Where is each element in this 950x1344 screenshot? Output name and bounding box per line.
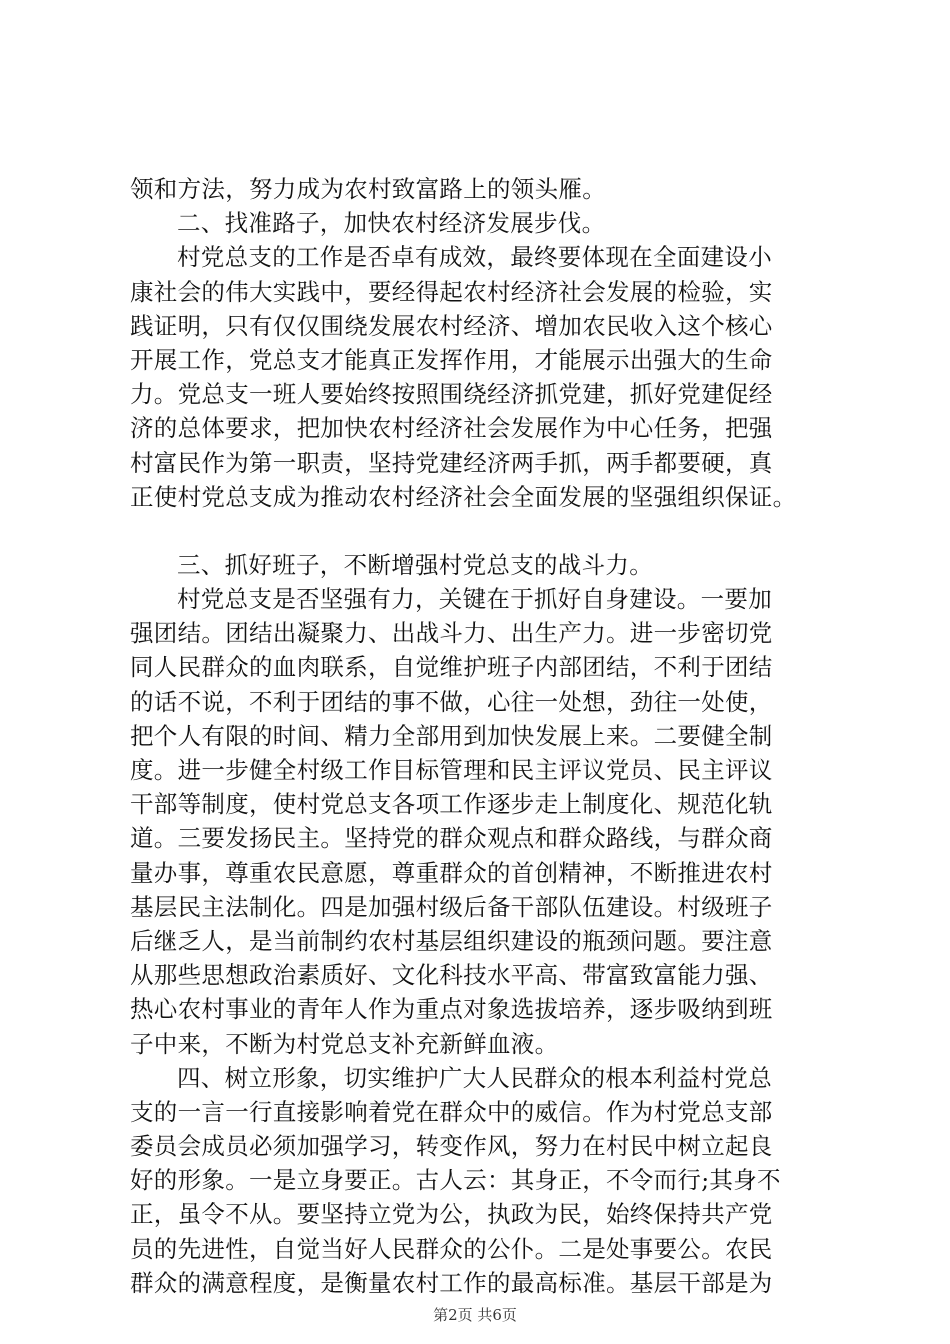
text-line: 领和方法，努力成为农村致富路上的领头雁。 <box>130 175 606 203</box>
text-line: 践证明，只有仅仅围绕发展农村经济、增加农民收入这个核心 <box>130 311 773 340</box>
text-line: 委员会成员必须加强学习，转变作风，努力在村民中树立起良 <box>130 1132 773 1161</box>
text-line: 正，虽令不从。要坚持立党为公，执政为民，始终保持共产党 <box>130 1200 773 1229</box>
text-line: 量办事，尊重农民意愿，尊重群众的首创精神，不断推进农村 <box>130 858 773 887</box>
text-line: 四、树立形象，切实维护广大人民群众的根本利益村党总 <box>177 1063 772 1092</box>
text-line: 员的先进性，自觉当好人民群众的公仆。二是处事要公。农民 <box>130 1234 773 1263</box>
document-body <box>130 172 850 1300</box>
text-line: 好的形象。一是立身要正。古人云：其身正，不令而行;其身不 <box>130 1166 781 1195</box>
page-footer: 第2页 共6页 <box>433 1306 517 1324</box>
text-line: 正使村党总支成为推动农村经济社会全面发展的坚强组织保证。 <box>130 482 797 511</box>
text-line: 济的总体要求，把加快农村经济社会发展作为中心任务，把强 <box>130 414 773 443</box>
paragraph-gap <box>130 514 850 548</box>
text-line: 道。三要发扬民主。坚持党的群众观点和群众路线，与群众商 <box>130 824 773 853</box>
text-line: 度。进一步健全村级工作目标管理和民主评议党员、民主评议 <box>130 756 773 784</box>
text-line: 后继乏人，是当前制约农村基层组织建设的瓶颈问题。要注意 <box>130 926 773 955</box>
text-line: 热心农村事业的青年人作为重点对象选拔培养，逐步吸纳到班 <box>130 995 773 1024</box>
text-line: 康社会的伟大实践中，要经得起农村经济社会发展的检验，实 <box>130 277 773 306</box>
text-line: 支的一言一行直接影响着党在群众中的威信。作为村党总支部 <box>130 1097 773 1126</box>
text-line: 把个人有限的时间、精力全部用到加快发展上来。二要健全制 <box>130 721 773 750</box>
text-line: 二、找准路子，加快农村经济发展步伐。 <box>177 209 606 238</box>
text-line: 开展工作，党总支才能真正发挥作用，才能展示出强大的生命 <box>130 345 773 374</box>
text-line: 群众的满意程度，是衡量农村工作的最高标准。基层干部是为 <box>130 1268 773 1297</box>
text-line: 力。党总支一班人要始终按照围绕经济抓党建，抓好党建促经 <box>130 380 773 409</box>
text-line: 村党总支是否坚强有力，关键在于抓好自身建设。一要加 <box>177 585 772 614</box>
text-line: 三、抓好班子，不断增强村党总支的战斗力。 <box>177 550 653 579</box>
text-line: 从那些思想政治素质好、文化科技水平高、带富致富能力强、 <box>130 961 773 990</box>
text-line: 村富民作为第一职责，坚持党建经济两手抓，两手都要硬，真 <box>130 448 773 477</box>
text-line: 子中来，不断为村党总支补充新鲜血液。 <box>130 1029 559 1058</box>
text-line: 的话不说，不利于团结的事不做，心往一处想，劲往一处使， <box>130 687 773 716</box>
text-line: 强团结。团结出凝聚力、出战斗力、出生产力。进一步密切党 <box>130 619 773 648</box>
text-line: 村党总支的工作是否卓有成效，最终要体现在全面建设小 <box>177 243 772 272</box>
text-line: 干部等制度，使村党总支各项工作逐步走上制度化、规范化轨 <box>130 790 773 819</box>
text-line: 基层民主法制化。四是加强村级后备干部队伍建设。村级班子 <box>130 892 773 921</box>
text-line: 同人民群众的血肉联系，自觉维护班子内部团结，不利于团结 <box>130 653 773 682</box>
